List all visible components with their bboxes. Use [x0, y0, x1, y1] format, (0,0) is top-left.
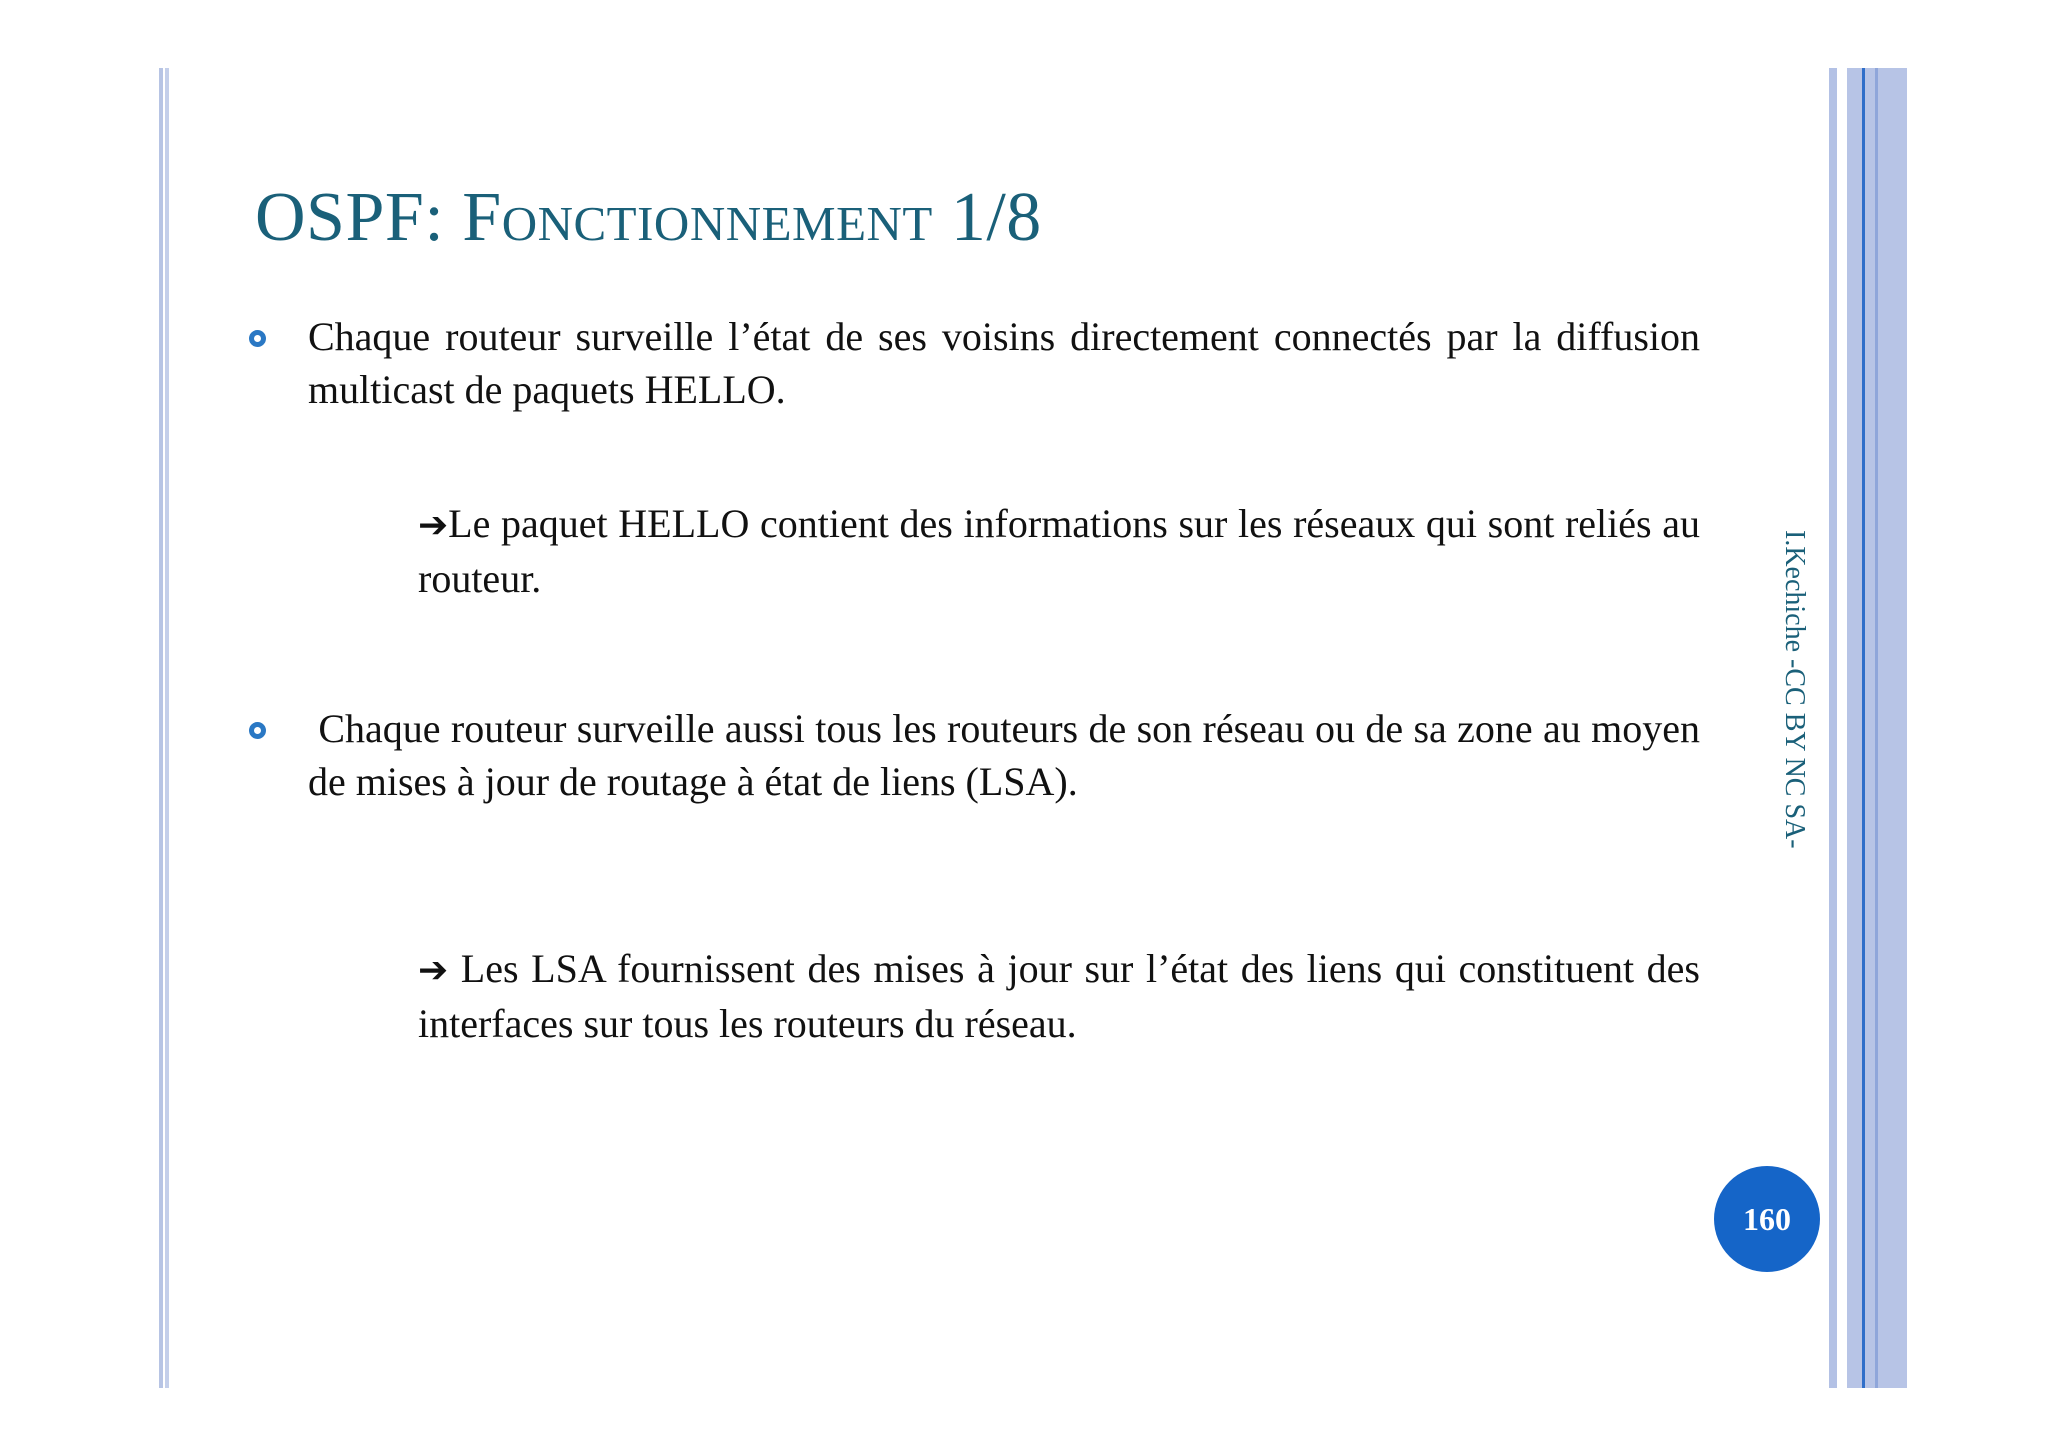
right-arrow-icon: ➔ [418, 950, 449, 991]
sub-point-2 [418, 942, 1700, 1050]
slide-title: OSPF: Fonctionnement 1/8 [255, 179, 1042, 256]
right-arrow-icon: ➔ [418, 505, 449, 546]
sub-point-1-text: Le paquet HELLO contient des informations sur les réseaux qui sont reliés au routeur. [418, 501, 1700, 601]
right-decor-line-light [1875, 68, 1878, 1388]
right-decor-bar-thin [1829, 68, 1837, 1388]
sub-point-1 [418, 497, 1700, 605]
sub-point-2-text: Les LSA fournissent des mises à jour sur l’état des liens qui constituent des interfaces sur tous les routeurs du réseau. [418, 946, 1700, 1046]
author-license-label: I.Kechiche -CC BY NC SA- [1779, 530, 1810, 849]
page-number-badge: 160 [1714, 1166, 1820, 1272]
left-decor-bar [159, 68, 163, 1388]
right-decor-line-dark [1862, 68, 1865, 1388]
bullet-2-text-content: Chaque routeur surveille aussi tous les routeurs de son réseau ou de sa zone au moyen de mises à jour de routage à état de liens (LSA). [308, 706, 1700, 804]
bullet-circle-icon [249, 330, 266, 347]
bullet-2-text [308, 702, 1700, 808]
bullet-1-text: Chaque routeur surveille l’état de ses voisins directement connectés par la diffusion multicast de paquets HELLO. [308, 314, 1700, 412]
bullet-circle-icon [249, 722, 266, 739]
left-decor-bar-inner [165, 68, 169, 1388]
